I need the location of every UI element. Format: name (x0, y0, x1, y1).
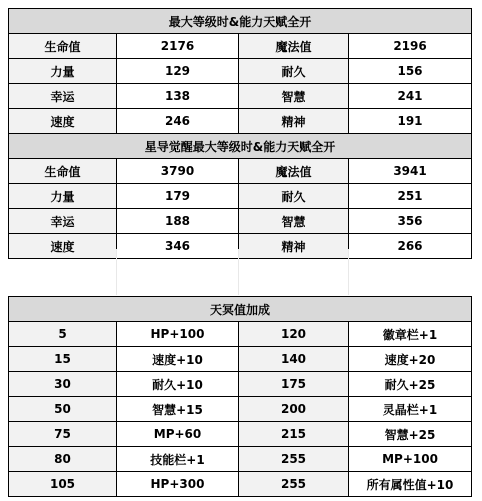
stat-value: 251 (349, 184, 472, 209)
stat-value: 2196 (349, 34, 472, 59)
threshold-cell: 30 (9, 372, 117, 397)
threshold-cell: 15 (9, 347, 117, 372)
threshold-cell: 255 (239, 447, 349, 472)
bonus-cell: 技能栏+1 (117, 447, 239, 472)
stat-label: 智慧 (239, 209, 349, 234)
empty-spreadsheet-gap (8, 249, 471, 295)
stat-value: 266 (349, 234, 472, 259)
bonus-table (8, 296, 472, 497)
table-row (9, 397, 472, 422)
bonus-cell: 耐久+10 (117, 372, 239, 397)
stat-label: 耐久 (239, 184, 349, 209)
stat-value: 129 (117, 59, 239, 84)
stat-label: 魔法值 (239, 34, 349, 59)
bonus-cell: HP+100 (117, 322, 239, 347)
bonus-cell: 速度+20 (349, 347, 472, 372)
stat-label: 精神 (239, 234, 349, 259)
threshold-cell: 50 (9, 397, 117, 422)
bonus-cell: 耐久+25 (349, 372, 472, 397)
stat-value: 356 (349, 209, 472, 234)
table-row (9, 372, 472, 397)
bonus-cell: MP+60 (117, 422, 239, 447)
table-row (9, 472, 472, 497)
stat-value: 179 (117, 184, 239, 209)
bonus-cell: MP+100 (349, 447, 472, 472)
stat-label: 生命值 (9, 159, 117, 184)
stat-value: 346 (117, 234, 239, 259)
table-row (9, 447, 472, 472)
stat-label: 智慧 (239, 84, 349, 109)
stat-value: 246 (117, 109, 239, 134)
stat-value: 2176 (117, 34, 239, 59)
bonus-title: 天冥值加成 (9, 297, 472, 322)
table-row (9, 322, 472, 347)
table-row (9, 209, 472, 234)
threshold-cell: 75 (9, 422, 117, 447)
table-row (9, 84, 472, 109)
threshold-cell: 175 (239, 372, 349, 397)
threshold-cell: 140 (239, 347, 349, 372)
stat-label: 力量 (9, 59, 117, 84)
stat-value: 241 (349, 84, 472, 109)
table-row (9, 34, 472, 59)
section2-title: 星导觉醒最大等级时&能力天赋全开 (9, 134, 472, 159)
threshold-cell: 200 (239, 397, 349, 422)
bonus-cell: 灵晶栏+1 (349, 397, 472, 422)
table-row (9, 109, 472, 134)
stat-value: 191 (349, 109, 472, 134)
table-row (9, 347, 472, 372)
threshold-cell: 215 (239, 422, 349, 447)
threshold-cell: 5 (9, 322, 117, 347)
bonus-cell: 智慧+15 (117, 397, 239, 422)
stat-label: 耐久 (239, 59, 349, 84)
table-row (9, 159, 472, 184)
stat-label: 速度 (9, 234, 117, 259)
stat-label: 精神 (239, 109, 349, 134)
bonus-cell: HP+300 (117, 472, 239, 497)
threshold-cell: 255 (239, 472, 349, 497)
bonus-cell: 徽章栏+1 (349, 322, 472, 347)
stat-value: 156 (349, 59, 472, 84)
stat-value: 3941 (349, 159, 472, 184)
threshold-cell: 105 (9, 472, 117, 497)
threshold-cell: 120 (239, 322, 349, 347)
stat-label: 幸运 (9, 209, 117, 234)
bonus-cell: 智慧+25 (349, 422, 472, 447)
table-row (9, 184, 472, 209)
stat-label: 幸运 (9, 84, 117, 109)
stats-table (8, 8, 472, 259)
stat-label: 力量 (9, 184, 117, 209)
stat-label: 速度 (9, 109, 117, 134)
stat-value: 3790 (117, 159, 239, 184)
bonus-cell: 速度+10 (117, 347, 239, 372)
stat-value: 188 (117, 209, 239, 234)
table-row (9, 422, 472, 447)
bonus-cell: 所有属性值+10 (349, 472, 472, 497)
stat-label: 魔法值 (239, 159, 349, 184)
table-row (9, 59, 472, 84)
stat-value: 138 (117, 84, 239, 109)
section1-title: 最大等级时&能力天赋全开 (9, 9, 472, 34)
stat-label: 生命值 (9, 34, 117, 59)
threshold-cell: 80 (9, 447, 117, 472)
